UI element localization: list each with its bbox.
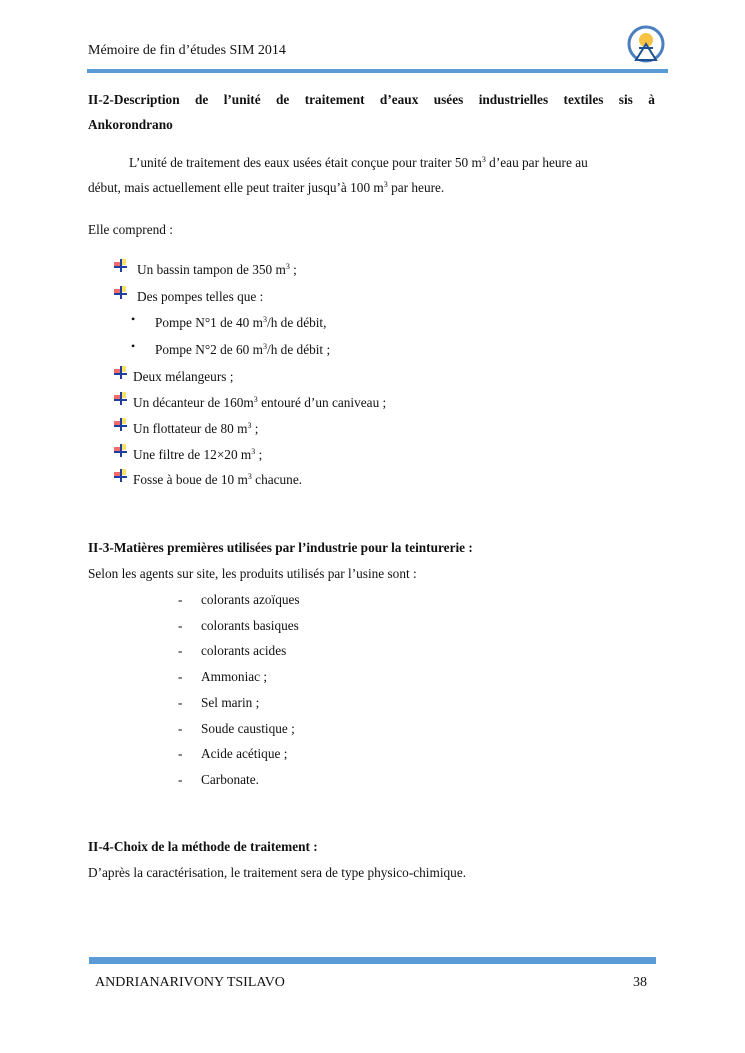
bullet-dot-icon: • <box>131 312 136 326</box>
section-3-intro: Selon les agents sur site, les produits utilisés par l’usine sont : <box>88 566 417 581</box>
section-4-heading: II-4-Choix de la méthode de traitement : <box>88 839 318 854</box>
list-bullet-icon <box>114 418 127 431</box>
list-item: Une filtre de 12×20 $m^3$ ; <box>133 447 263 462</box>
dash-marker: - <box>178 669 183 685</box>
heading-word: d’eaux <box>379 92 419 107</box>
material-item: Acide acétique ; <box>201 746 288 762</box>
page-number: 38 <box>633 975 647 990</box>
list-item: Deux mélangeurs ; <box>133 369 234 384</box>
material-item: colorants azoïques <box>201 592 300 607</box>
dash-marker: - <box>178 771 183 787</box>
school-logo-icon <box>622 24 670 66</box>
footer-rule <box>89 957 656 964</box>
dash-marker: - <box>178 746 183 762</box>
intro-text: Elle comprend : <box>88 222 173 237</box>
list-item: Des pompes telles que : <box>137 289 264 304</box>
dash-marker: - <box>178 694 183 710</box>
heading-word: textiles <box>563 92 604 107</box>
heading-word: à <box>648 92 655 107</box>
heading-word: l’unité <box>223 92 261 107</box>
heading-word: traitement <box>304 92 365 107</box>
list-bullet-icon <box>114 392 127 405</box>
sub-list-item: Pompe N°2 de 60 $m^3/h$ de débit ; <box>155 342 331 357</box>
heading-word: usées <box>433 92 464 107</box>
material-item: Ammoniac ; <box>201 669 268 685</box>
heading-word: II-2-Description <box>88 92 180 107</box>
dash-marker: - <box>178 617 183 633</box>
heading-word: de <box>276 92 290 107</box>
paragraph-line: L’unité de traitement des eaux usées était conçue pour traiter 50 $m^3$ d’eau par heure au <box>129 155 588 170</box>
header-rule <box>87 69 668 73</box>
list-bullet-icon <box>114 366 127 379</box>
sub-list-item: Pompe N°1 de 40 $m^3/h$ de débit, <box>155 315 327 330</box>
section-3-heading: II-3-Matières premières utilisées par l’industrie pour la teinturerie : <box>88 540 473 555</box>
heading-word: de <box>194 92 209 107</box>
bullet-dot-icon: • <box>131 339 136 353</box>
section-4-text: D’après la caractérisation, le traitement sera de type physico-chimique. <box>88 865 467 880</box>
dash-marker: - <box>178 720 183 736</box>
material-item: colorants acides <box>201 643 287 659</box>
list-bullet-icon <box>114 286 127 299</box>
footer-author: ANDRIANARIVONY TSILAVO <box>95 975 285 990</box>
list-item: Fosse à boue de 10 $m^3$ chacune. <box>133 472 303 487</box>
heading-word: sis <box>618 92 633 107</box>
dash-marker: - <box>178 592 183 607</box>
material-item: Carbonate. <box>201 771 259 787</box>
list-item: Un flottateur de 80 $m^3$ ; <box>133 421 259 436</box>
material-item: colorants basiques <box>201 617 299 633</box>
header-title: Mémoire de fin d’études SIM 2014 <box>88 43 286 58</box>
section-2-heading-line2: Ankorondrano <box>88 117 173 132</box>
list-bullet-icon <box>114 469 127 482</box>
section-2-heading <box>88 92 655 108</box>
material-item: Sel marin ; <box>201 694 260 710</box>
dash-marker: - <box>178 643 183 659</box>
list-item: Un décanteur de $160m^3$ entouré d’un caniveau ; <box>133 395 387 410</box>
list-bullet-icon <box>114 259 127 272</box>
paragraph-line: début, mais actuellement elle peut traiter jusqu’à 100 $m^3$ par heure. <box>88 180 445 195</box>
heading-word: industrielles <box>478 92 549 107</box>
list-item: Un bassin tampon de 350 $m^3$ ; <box>137 262 297 277</box>
material-item: Soude caustique ; <box>201 720 295 736</box>
list-bullet-icon <box>114 444 127 457</box>
